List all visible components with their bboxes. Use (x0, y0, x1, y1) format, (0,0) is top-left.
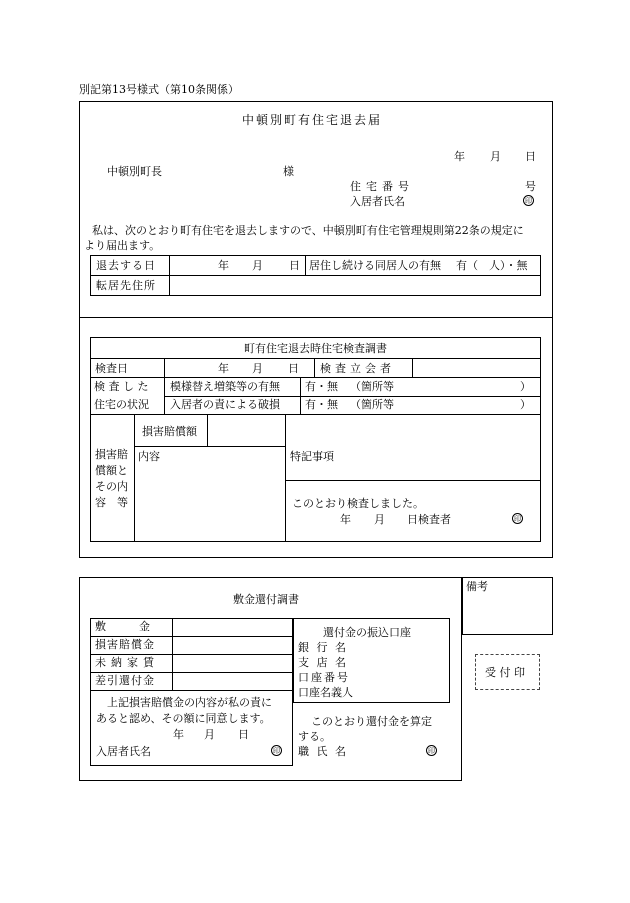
witness-label: 検査立会者 (320, 362, 395, 375)
seal-icon: 印 (273, 747, 280, 755)
inspection-col-line (412, 358, 413, 377)
unpaid-rent-label: 未納家賃 (95, 656, 159, 669)
house-number-label: 住宅番号 (350, 180, 414, 193)
inspected-status-label-1: 検 査 し た (94, 380, 149, 393)
inspection-row-line (90, 377, 541, 378)
compensation-label-line: その内 (95, 480, 128, 493)
seal-icon: 印 (428, 747, 435, 755)
date-nen: 年 (454, 150, 465, 163)
moveout-date-tsuki: 月 (252, 259, 263, 272)
refund-row-line (90, 636, 293, 637)
moveout-date-label: 退去する日 (96, 259, 156, 272)
account-number-label: 口座番号 (298, 671, 350, 684)
inspection-row-line (285, 480, 541, 481)
inspector-date-nen: 年 (340, 513, 351, 526)
agree-text-line2: あると認め、その額に同意します。 (96, 712, 271, 725)
inspection-row-line (164, 396, 541, 397)
inspector-date-tsuki: 月 (374, 513, 385, 526)
net-refund-label: 差引還付金 (95, 674, 155, 687)
inspection-col-line (285, 414, 286, 542)
compensation-money-label: 損害賠償金 (95, 638, 155, 651)
agree-date-hi: 日 (238, 728, 249, 741)
inspection-date-label: 検査日 (95, 362, 128, 375)
compensation-label-line: 容 等 (95, 496, 128, 509)
refund-row-line (90, 672, 293, 673)
remarks-title: 備考 (466, 580, 488, 593)
moveout-table-col-line (169, 255, 170, 296)
date-tsuki: 月 (490, 150, 501, 163)
resident-name-label: 入居者氏名 (350, 195, 405, 208)
refund-resident-name-label: 入居者氏名 (96, 745, 151, 758)
inspection-col-line (164, 358, 165, 377)
inspection-table (90, 337, 541, 542)
compensation-amount-label: 損害賠償額 (142, 425, 197, 438)
date-hi: 日 (525, 150, 536, 163)
inspection-col-line (300, 377, 301, 414)
damage-label: 入居者の責による破損 (170, 398, 280, 411)
sama-suffix: 様 (283, 165, 294, 178)
bank-name-label: 銀 行 名 (298, 641, 348, 654)
content-label: 内容 (138, 450, 160, 463)
section-divider (79, 317, 553, 318)
damage-yesno: 有・無 (305, 398, 338, 411)
inspection-col-line (207, 414, 208, 446)
refund-row-line (90, 654, 293, 655)
bank-account-title: 還付金の振込口座 (323, 626, 411, 639)
agree-date-tsuki: 月 (204, 728, 215, 741)
inspection-col-line (134, 414, 135, 542)
moveout-table-row-line (90, 275, 541, 276)
seal-icon: 印 (514, 515, 521, 523)
agree-text-line1: 上記損害賠償金の内容が私の責に (107, 696, 272, 709)
inspector-label: 日検査者 (407, 513, 451, 526)
inspection-date-tsuki: 月 (252, 362, 263, 375)
moveout-date-hi: 日 (289, 259, 300, 272)
inspection-col-line (164, 377, 165, 414)
addressee: 中頓別町長 (107, 165, 162, 178)
notice-title: 中頓別町有住宅退去届 (242, 113, 383, 127)
inspection-row-line (134, 446, 285, 447)
seal-icon: 印 (525, 197, 532, 205)
inspection-date-nen: 年 (218, 362, 229, 375)
inspection-row-line (90, 358, 541, 359)
form-label: 別記第13号様式（第10条関係） (79, 83, 239, 96)
new-address-label: 転居先住所 (96, 279, 156, 292)
staff-name-label: 職 氏 名 (298, 745, 348, 758)
notice-body-line1: 私は、次のとおり町有住宅を退去しますので、中頓別町有住宅管理規則第22条の規定に (92, 224, 524, 237)
compensation-label-line: 損害賠 (95, 448, 128, 461)
moveout-table-col-line (305, 255, 306, 275)
remodel-label: 模様替え増築等の有無 (170, 380, 280, 393)
account-holder-label: 口座名義人 (298, 686, 353, 699)
remodel-location: （箇所等 (350, 380, 394, 393)
remarks-label: 特記事項 (290, 450, 334, 463)
refund-title: 敷金還付調書 (233, 593, 299, 606)
remodel-location-end: ） (520, 380, 531, 393)
continuing-resident-value: 有（ 人）・無 (456, 259, 528, 272)
branch-name-label: 支 店 名 (298, 656, 348, 669)
inspection-confirm-text: このとおり検査しました。 (292, 497, 424, 510)
deposit-label: 敷 金 (95, 620, 150, 633)
inspection-date-hi: 日 (288, 362, 299, 375)
inspected-status-label-2: 住宅の状況 (94, 398, 149, 411)
notice-body-line2: より届出ます。 (84, 239, 161, 252)
inspection-col-line (314, 358, 315, 377)
inspection-row-line (90, 414, 541, 415)
moveout-date-nen: 年 (218, 259, 229, 272)
go-suffix: 号 (525, 180, 536, 193)
inspection-title: 町有住宅退去時住宅検査調書 (244, 342, 387, 355)
remodel-yesno: 有・無 (305, 380, 338, 393)
refund-row-line (90, 690, 293, 691)
calc-text-line2: する。 (298, 730, 331, 743)
compensation-label-line: 償額と (95, 464, 128, 477)
receipt-stamp-label: 受 付 印 (485, 666, 525, 679)
damage-location: （箇所等 (350, 398, 394, 411)
damage-location-end: ） (520, 398, 531, 411)
agree-date-nen: 年 (173, 728, 184, 741)
continuing-resident-label: 居住し続ける同居人の有無 (309, 259, 441, 272)
calc-text-line1: このとおり還付金を算定 (311, 715, 432, 728)
